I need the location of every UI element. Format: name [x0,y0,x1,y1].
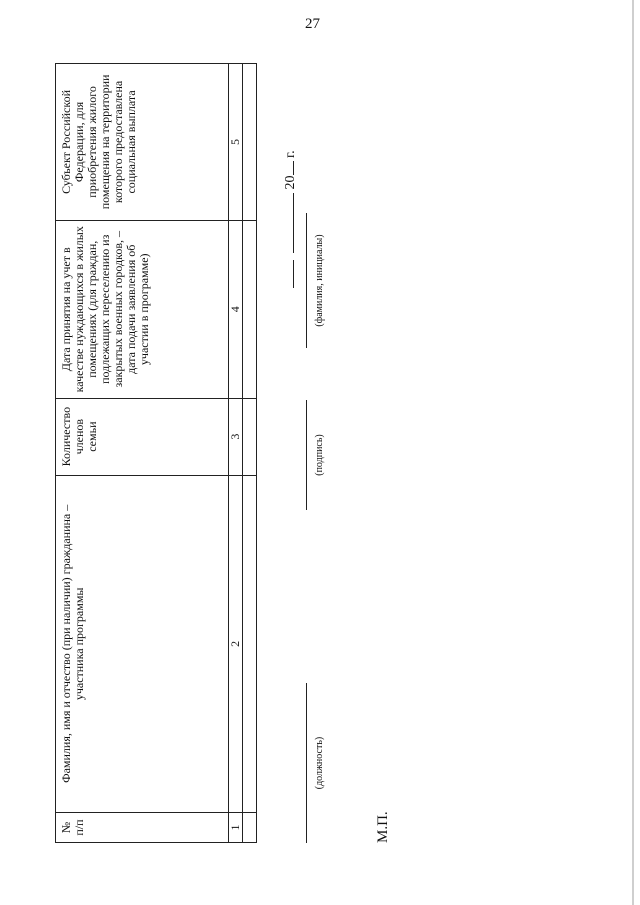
date-century: 20 [283,175,298,190]
empty-table-row [243,64,257,843]
empty-cell [243,220,257,398]
participants-table [55,63,257,843]
column-number-2: 2 [229,475,243,812]
date-month-blank [281,193,294,253]
empty-cell [243,813,257,843]
column-number-5: 5 [229,64,243,221]
column-number-1: 1 [229,813,243,843]
date-suffix: г. [283,150,298,158]
table-header-row [56,64,229,843]
signature-caption: (подпись) [314,434,325,476]
position-caption: (должность) [314,736,325,790]
column-number-4: 4 [229,220,243,398]
empty-cell [243,475,257,812]
header-number: № п/п [56,813,229,843]
header-region: Субъект Российской Федерации, для приобретения жилого помещения на территории которого предоставлена социальная выплата [56,64,229,221]
header-full-name: Фамилия, имя и отчество (при наличии) гражданина – участника программы [56,475,229,812]
header-registration-date: Дата принятия на учет в качестве нуждающихся в жилых помещениях (для граждан, подлежащих переселению из закрытых военных городков, – дата подачи заявления об участии в программе) [56,220,229,398]
date-year-blank [281,162,294,176]
signature-line [306,400,307,510]
empty-cell [243,64,257,221]
rotated-form-block [55,63,391,843]
position-signature-line [306,683,307,843]
page-edge-shadow [632,0,634,905]
column-numbers-row [229,64,243,843]
date-field [281,150,299,288]
stamp-label: М.П. [375,811,391,843]
name-caption: (фамилия, инициалы) [314,234,325,327]
empty-cell [243,398,257,475]
column-number-3: 3 [229,398,243,475]
name-signature-line [306,213,307,348]
date-day-blank [281,260,294,288]
page-number: 27 [305,16,320,32]
header-family-size: Количество членов семьи [56,398,229,475]
